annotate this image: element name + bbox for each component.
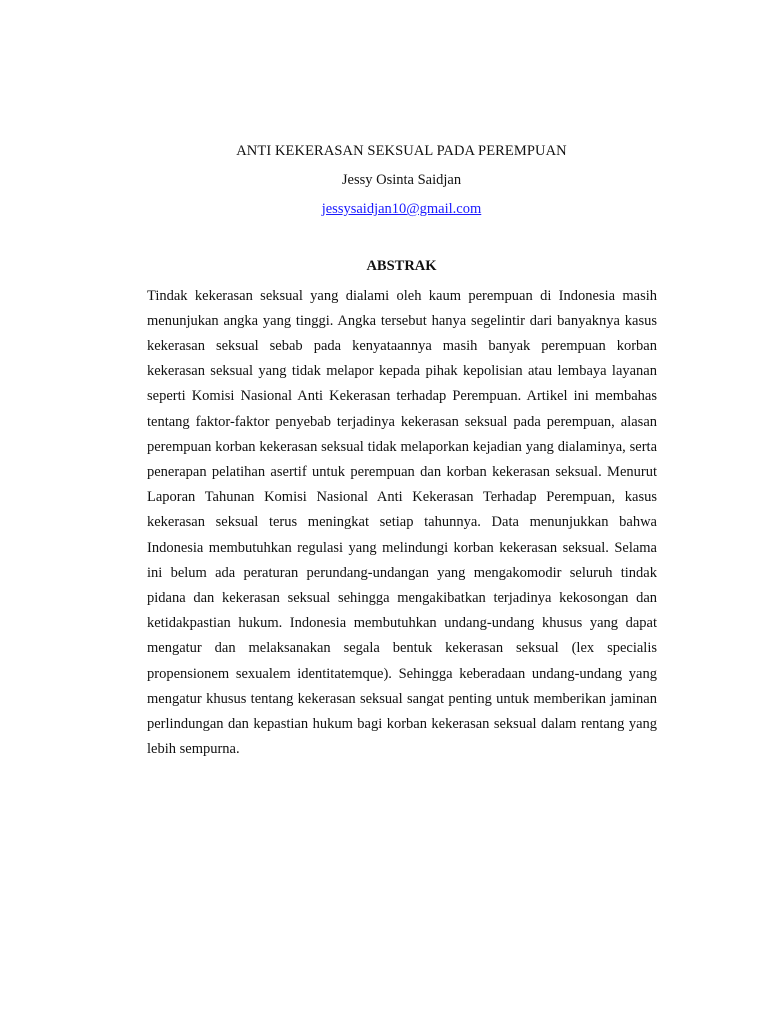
abstract-heading: ABSTRAK [366,258,437,274]
paper-title: ANTI KEKERASAN SEKSUAL PADA PEREMPUAN [236,143,567,159]
abstract-body: Tindak kekerasan seksual yang dialami oleh kaum perempuan di Indonesia masih menunjukan angka yang tinggi. Angka tersebut hanya segelintir dari banyaknya kasus kekerasan seksual sebab pada kenyataannya masih banyak perempuan korban kekerasan seksual yang tidak melapor kepada pihak kepolisian atau lembaya layanan seperti Komisi Nasional Anti Kekerasan terhadap Perempuan. Artikel ini membahas tentang faktor-faktor penyebab terjadinya kekerasan seksual pada perempuan, alasan perempuan korban kekerasan seksual tidak melaporkan kejadian yang dialaminya, serta penerapan pelatihan asertif untuk perempuan dan korban kekerasan seksual. Menurut Laporan Tahunan Komisi Nasional Anti Kekerasan Terhadap Perempuan, kasus kekerasan seksual terus meningkat setiap tahunnya. Data menunjukkan bahwa Indonesia membutuhkan regulasi yang melindungi korban kekerasan seksual. Selama ini belum ada peraturan perundang-undangan yang mengakomodir seluruh tindak pidana dan kekerasan seksual sehingga mengakibatkan terjadinya kekosongan dan ketidakpastian hukum. Indonesia membutuhkan undang-undang khusus yang dapat mengatur dan melaksanakan segala bentuk kekerasan seksual (lex specialis propensionem sexualem identitatemque). Sehingga keberadaan undang-undang yang mengatur khusus tentang kekerasan seksual sangat penting untuk memberikan jaminan perlindungan dan kepastian hukum bagi korban kekerasan seksual dalam rentang yang lebih sempurna. [147,287,657,758]
author-email-link[interactable]: jessysaidjan10@gmail.com [321,201,482,217]
author-name: Jessy Osinta Saidjan [341,172,462,188]
paper-header [0,141,768,219]
